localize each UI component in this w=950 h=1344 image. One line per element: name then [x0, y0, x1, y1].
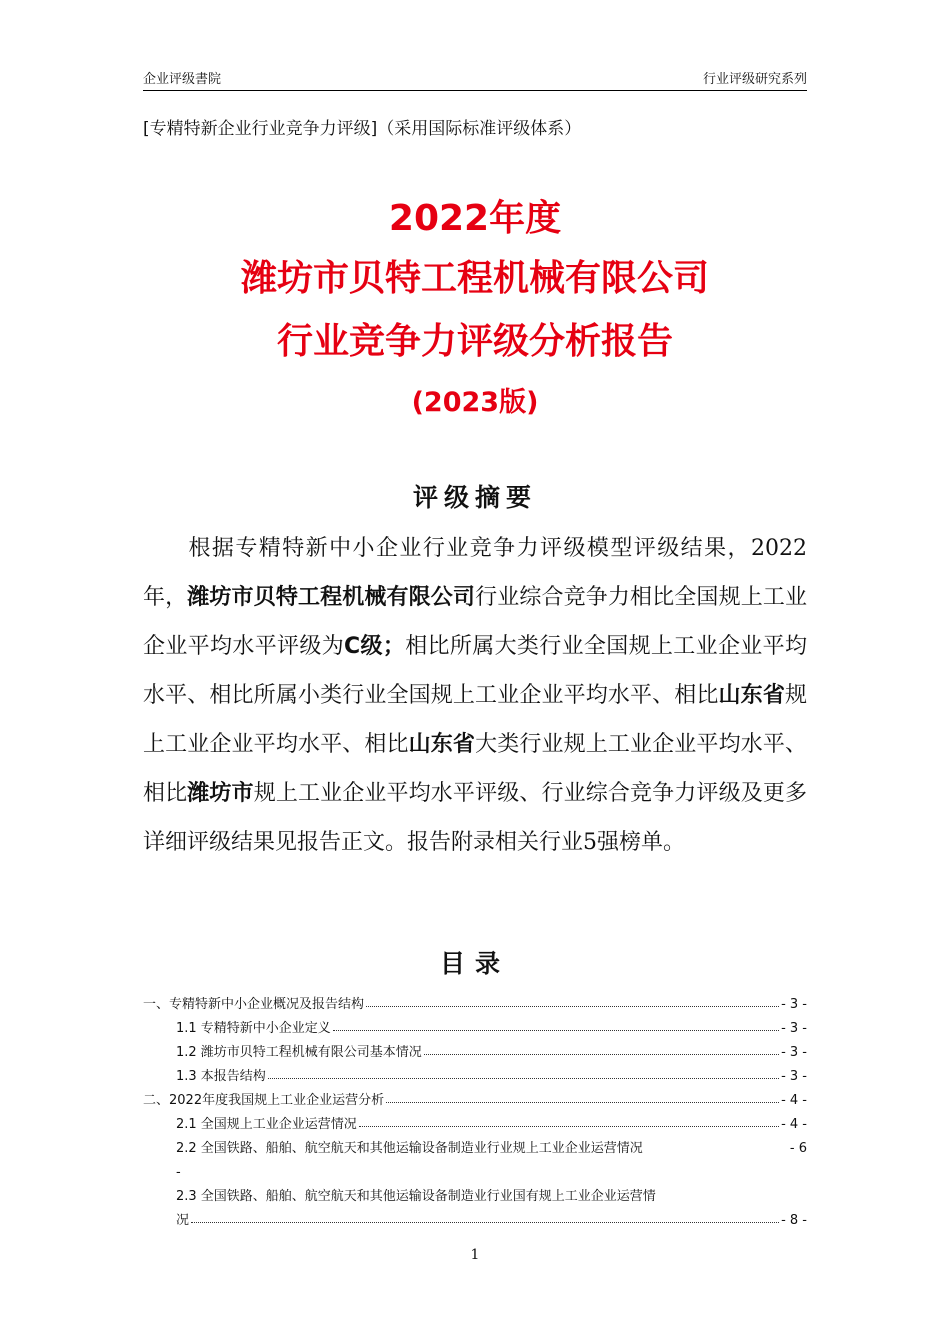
toc-item-page: - 4 -: [781, 1093, 807, 1108]
summary-paragraph: [143, 524, 807, 867]
summary-text-2: 行业综合竞争力相比全国规上工业企业平均水平评级为: [143, 585, 807, 659]
toc-item-text: 一、专精特新中小企业概况及报告结构: [143, 997, 365, 1012]
toc-leader: [359, 1126, 779, 1127]
toc-item-page: - 3 -: [781, 1021, 807, 1036]
toc-item[interactable]: [143, 1180, 807, 1228]
title-report: 行业竞争力评级分析报告: [276, 321, 673, 362]
toc-item[interactable]: [143, 1084, 807, 1108]
summary-grade: C级；: [344, 634, 405, 659]
toc-item[interactable]: [143, 1108, 807, 1132]
toc-item-text: 1.1 专精特新中小企业定义: [176, 1021, 331, 1036]
toc-item-text: 二、2022年度我国规上工业企业运营分析: [143, 1093, 385, 1108]
summary-heading: 评级摘要: [412, 483, 537, 512]
toc-item-page: - 3 -: [781, 1069, 807, 1084]
summary-company: 潍坊市贝特工程机械有限公司: [187, 585, 476, 610]
table-of-contents: [143, 988, 807, 1228]
toc-item[interactable]: [143, 1012, 807, 1036]
title-company: 潍坊市贝特工程机械有限公司: [240, 258, 709, 299]
toc-item[interactable]: [143, 1060, 807, 1084]
header-right: 行业评级研究系列: [702, 72, 807, 87]
summary-city: 潍坊市: [187, 781, 254, 806]
toc-item-page: - 6: [789, 1141, 807, 1156]
header-left: 企业评级書院: [143, 72, 222, 87]
toc-item[interactable]: [143, 1036, 807, 1060]
toc-item[interactable]: [143, 1132, 807, 1180]
summary-text-3: 相比所属大类行业全国规上工业企业平均水平、相比所属小类行业全国规上工业企业平均水平、相比: [143, 634, 807, 708]
toc-item-page: - 4 -: [781, 1117, 807, 1132]
page-header: [143, 68, 807, 91]
toc-item-page: - 3 -: [781, 997, 807, 1012]
series-label: [专精特新企业行业竞争力评级]（采用国际标准评级体系）: [143, 119, 582, 139]
summary-text-1: 根据专精特新中小企业行业竞争力评级模型评级结果，2022年，: [143, 536, 807, 610]
toc-leader: [366, 1006, 779, 1007]
toc-item-text: 1.3 本报告结构: [176, 1069, 266, 1084]
toc-item-page: - 8 -: [781, 1213, 807, 1228]
title-edition: (2023版): [411, 387, 539, 418]
toc-item-text: 1.2 潍坊市贝特工程机械有限公司基本情况: [176, 1045, 422, 1060]
toc-leader: [333, 1030, 779, 1031]
title-year: 2022年度: [388, 198, 562, 239]
toc-item-text: 2.3 全国铁路、船舶、航空航天和其他运输设备制造业行业国有规上工业企业运营情: [176, 1189, 656, 1204]
page-number: 1: [470, 1247, 480, 1263]
toc-leader: [191, 1222, 779, 1223]
toc-item-text-cont: 况: [176, 1213, 190, 1228]
toc-leader: [268, 1078, 779, 1079]
summary-province-1: 山东省: [718, 683, 785, 708]
toc-item[interactable]: [143, 988, 807, 1012]
toc-leader: [424, 1054, 779, 1055]
toc-leader: [386, 1102, 779, 1103]
summary-text-4: 规上工业企业平均水平、相比: [143, 683, 807, 757]
toc-heading: 目录: [439, 949, 510, 978]
summary-text-6: 规上工业企业平均水平评级、行业综合竞争力评级及更多详细评级结果见报告正文。报告附录相关行业5强榜单。: [143, 781, 807, 855]
toc-item-page: - 3 -: [781, 1045, 807, 1060]
summary-province-2: 山东省: [408, 732, 476, 757]
toc-item-text: 2.1 全国规上工业企业运营情况: [176, 1117, 357, 1132]
summary-text-5: 大类行业规上工业企业平均水平、相比: [143, 732, 807, 806]
toc-item-text: 2.2 全国铁路、船舶、航空航天和其他运输设备制造业行业规上工业企业运营情况: [176, 1141, 643, 1156]
toc-item-page-cont: -: [176, 1165, 181, 1180]
